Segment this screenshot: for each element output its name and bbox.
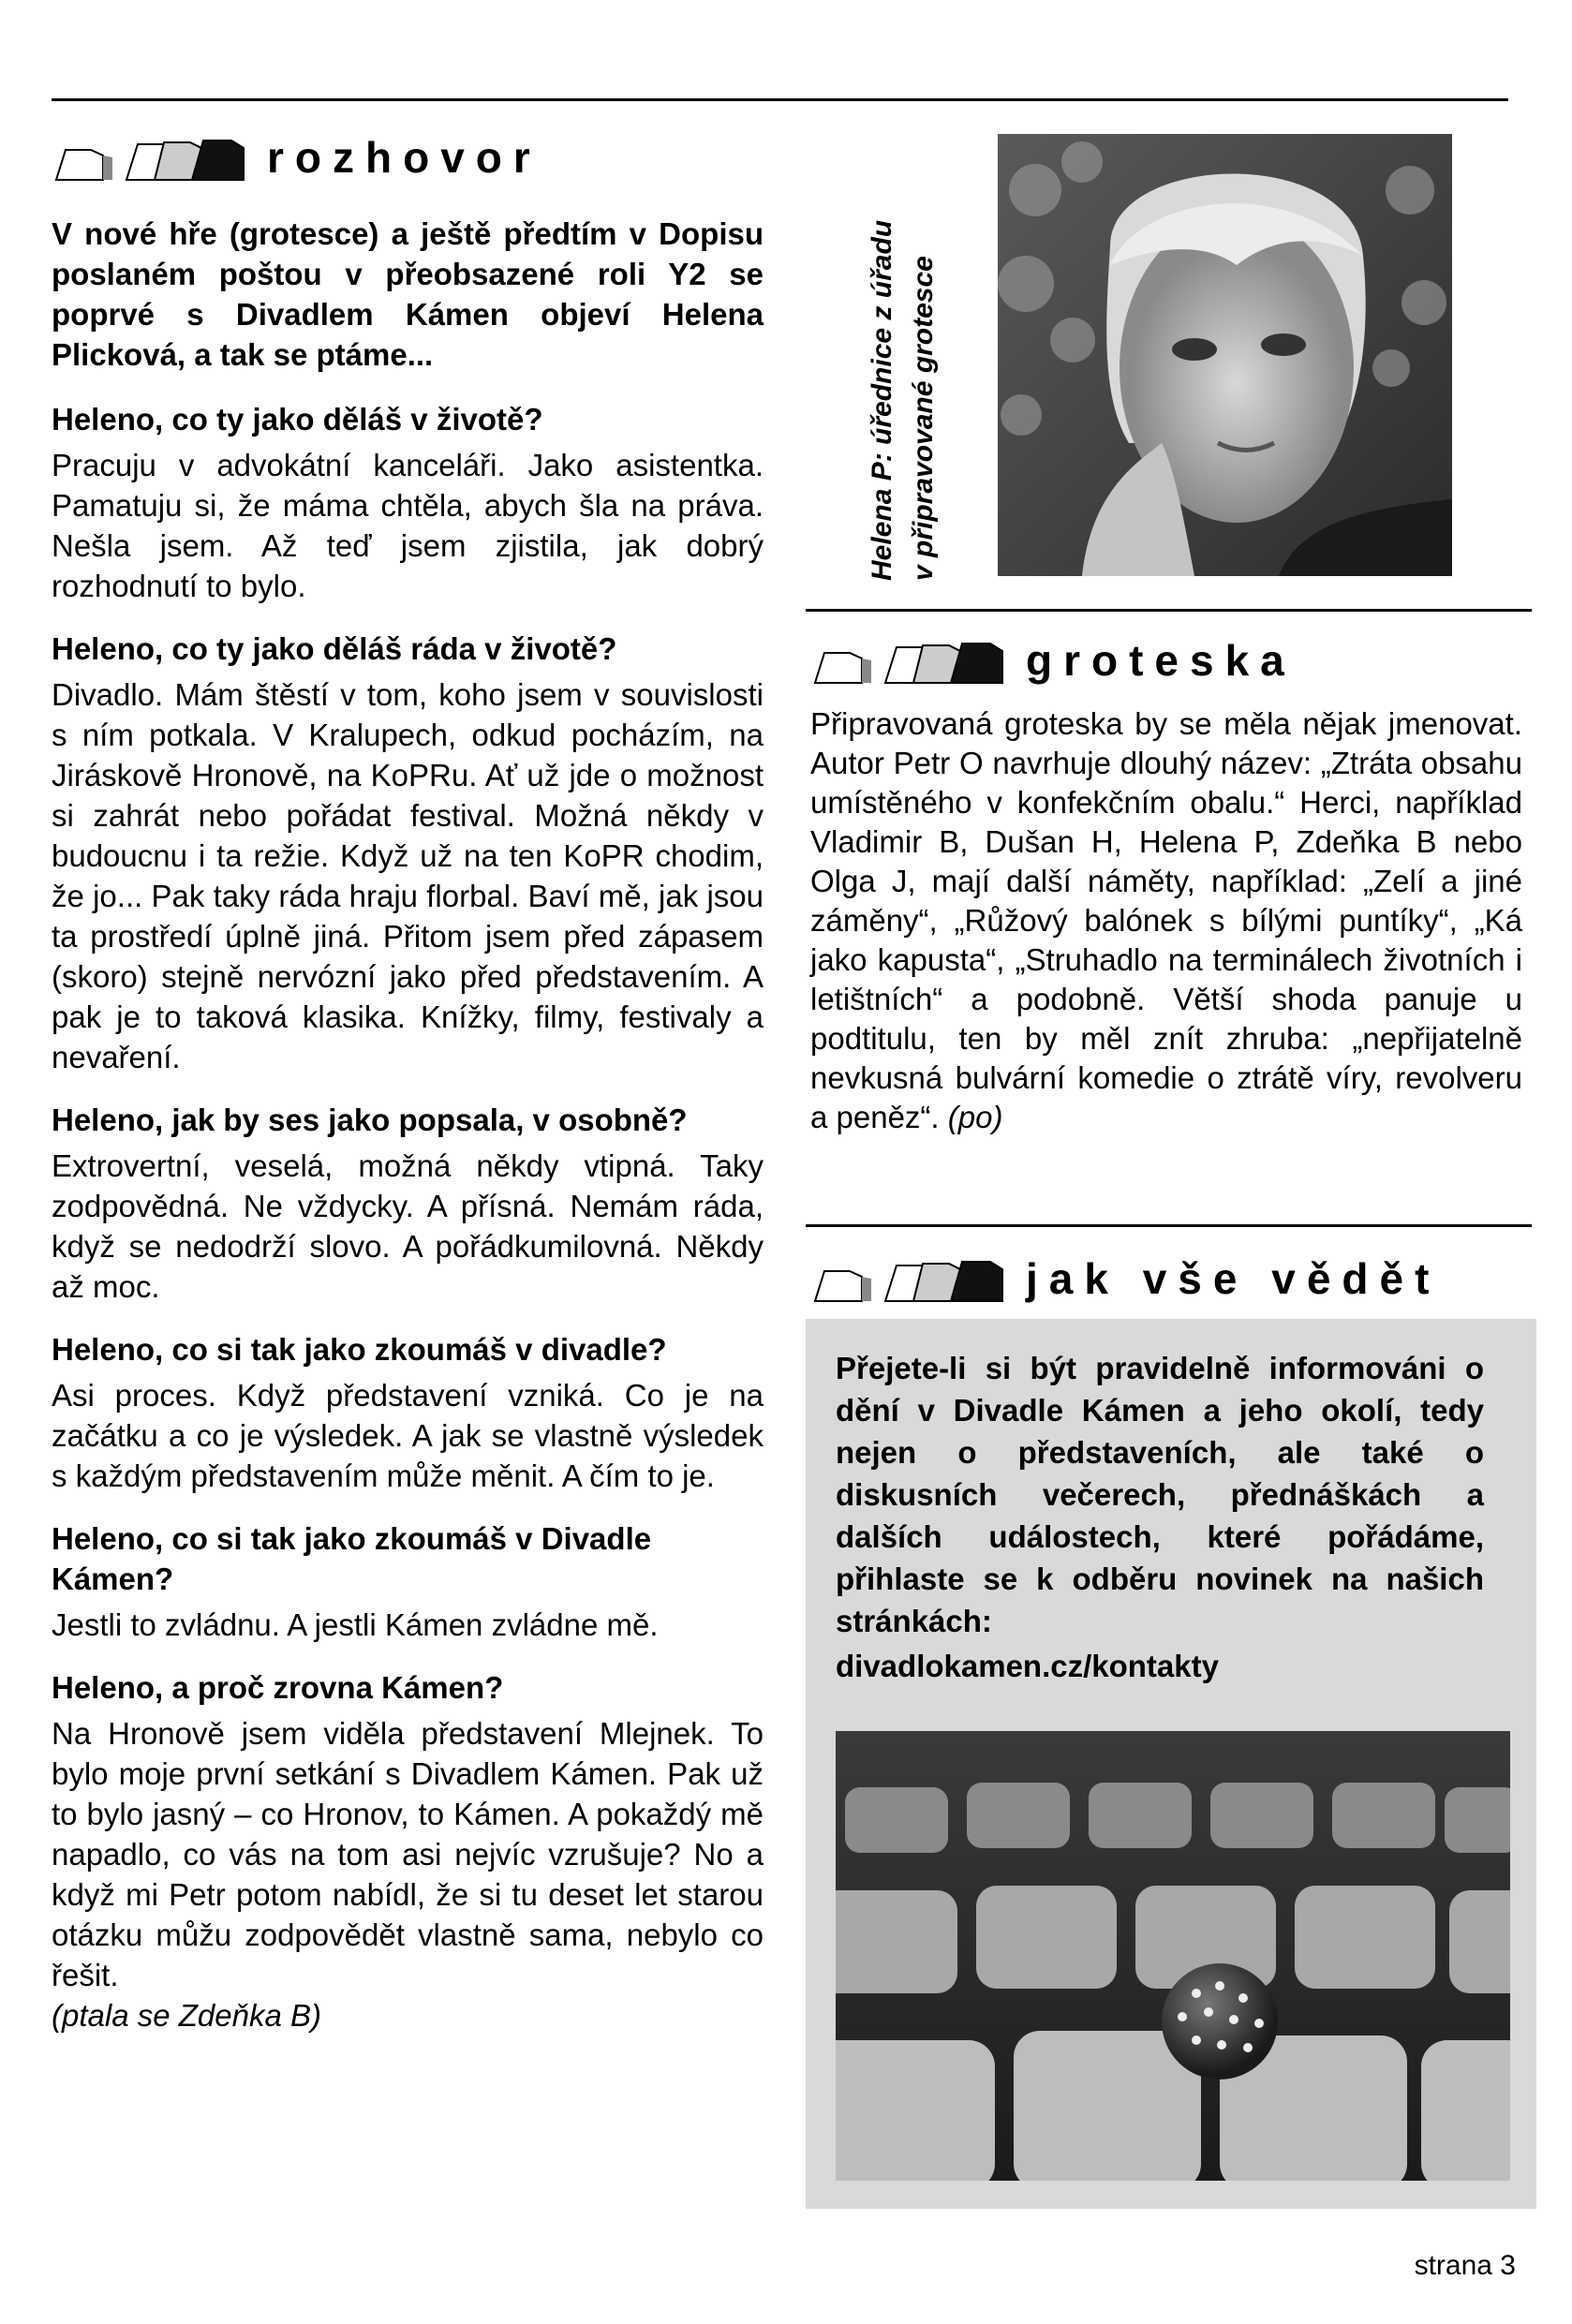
answer: Na Hronově jsem viděla představení Mlejnek. To bylo moje první setkání s Divadlem Kámen. Pak už to bylo jasný – co Hronov, to Kámen. A pokaždý mě napadlo, co vás na tom asi nejvíc vzrušuje? No a když mi Petr potom nabídl, že si tu deset let starou otázku můžu zodpovědět vlastně sama, nebylo co řešit. [52, 1716, 764, 1992]
portrait-photo [998, 134, 1452, 576]
groteska-rule [806, 609, 1532, 612]
answer: Extrovertní, veselá, možná někdy vtipná. Taky zodpovědná. Ne vždycky. A přísná. Nemám ráda, když se nedodrží slovo. A pořádkumilovná. Někdy až moc. [52, 1148, 764, 1304]
info-text: Přejete-li si být pravidelně informováni o dění v Divadle Kámen a jeho okolí, tedy nejen o představeních, ale také o diskusních večerech, přednáškách a dalších událostech, které pořádáme, přihlaste se k odběru novinek na našich stránkách: [836, 1351, 1484, 1638]
photo-caption [862, 169, 965, 581]
section-header-rozhovor [52, 129, 541, 185]
answer: Pracuju v advokátní kanceláři. Jako asistentka. Pamatuju si, že máma chtěla, abych šla na práva. Nešla jsem. Až teď jsem zjistila, jak dobrý rozhodnutí to bylo. [52, 448, 764, 603]
groteska-article [810, 704, 1522, 1137]
info-box [806, 1319, 1536, 2209]
top-rule [52, 98, 1508, 101]
interview-signature: (ptala se Zdeňka B) [52, 1998, 321, 2033]
interview-column [52, 214, 764, 2035]
groteska-signature: (po) [947, 1100, 1003, 1134]
folder-tabs-icon [810, 632, 1016, 688]
caption-line-2: v připravované grotesce [908, 256, 939, 581]
interview-intro: V nové hře (grotesce) a ještě předtím v Dopisu poslaném poštou v přeobsazené roli Y2 se poprvé s Divadlem Kámen objeví Helena Plicková, a tak se ptáme... [52, 216, 764, 372]
question: Heleno, co ty jako děláš v životě? [52, 402, 543, 437]
question: Heleno, co ty jako děláš ráda v životě? [52, 631, 617, 666]
folder-tabs-icon [52, 129, 258, 185]
website-link[interactable]: divadlokamen.cz/kontakty [836, 1649, 1219, 1683]
question: Heleno, jak by ses jako popsala, v osobně? [52, 1103, 688, 1137]
page-number: strana 3 [1414, 2250, 1516, 2281]
info-rule [806, 1224, 1532, 1227]
groteska-body: Připravovaná groteska by se měla nějak jmenovat. Autor Petr O navrhuje dlouhý název: „Ztráta obsahu umístěného v konfekčním obalu.“ Herci, například Vladimir B, Dušan H, Helena P, Zdeňka B nebo Olga J, mají další náměty, například: „Zelí a jiné záměny“, „Růžový balónek s bílými puntíky“, „Ká jako kapusta“, „Struhadlo na terminálech životních i letištních“ a podobně. Větší shoda panuje u podtitulu, ten by měl znít zhruba: „nepřijatelně nevkusná bulvární komedie o ztrátě víry, revolveru a peněz“. [810, 706, 1522, 1134]
answer: Asi proces. Když představení vzniká. Co je na začátku a co je výsledek. A jak se vlastně výsledek s každým představením může měnit. A čím to je. [52, 1378, 764, 1493]
theatre-chairs-photo [836, 1731, 1510, 2181]
section-title: rozhovor [267, 133, 541, 182]
section-title: groteska [1026, 636, 1296, 685]
question: Heleno, co si tak jako zkoumáš v Divadle Kámen? [52, 1521, 652, 1596]
caption-line-1: Helena P: úřednice z úřadu [867, 219, 897, 581]
answer: Divadlo. Mám štěstí v tom, koho jsem v souvislosti s ním potkala. V Kralupech, odkud pocházím, na Jiráskově Hronově, na KoPRu. Ať už jde o možnost si zahrát nebo pořádat festival. Možná někdy v budoucnu i ta režie. Když už na ten KoPR chodim, že jo... Pak taky ráda hraju florbal. Baví mě, jak jsou ta prostředí úplně jiná. Přitom jsem před zápasem (skoro) stejně nervózní jako před představením. A pak je to taková klasika. Knížky, filmy, festivaly a nevaření. [52, 677, 764, 1074]
folder-tabs-icon [810, 1251, 1016, 1307]
answer: Jestli to zvládnu. A jestli Kámen zvládne mě. [52, 1607, 659, 1642]
question: Heleno, co si tak jako zkoumáš v divadle? [52, 1332, 667, 1367]
caption-text [862, 169, 944, 581]
section-title: jak vše vědět [1026, 1254, 1441, 1303]
section-header-groteska [810, 632, 1296, 688]
section-header-info [810, 1251, 1440, 1307]
question: Heleno, a proč zrovna Kámen? [52, 1670, 504, 1705]
